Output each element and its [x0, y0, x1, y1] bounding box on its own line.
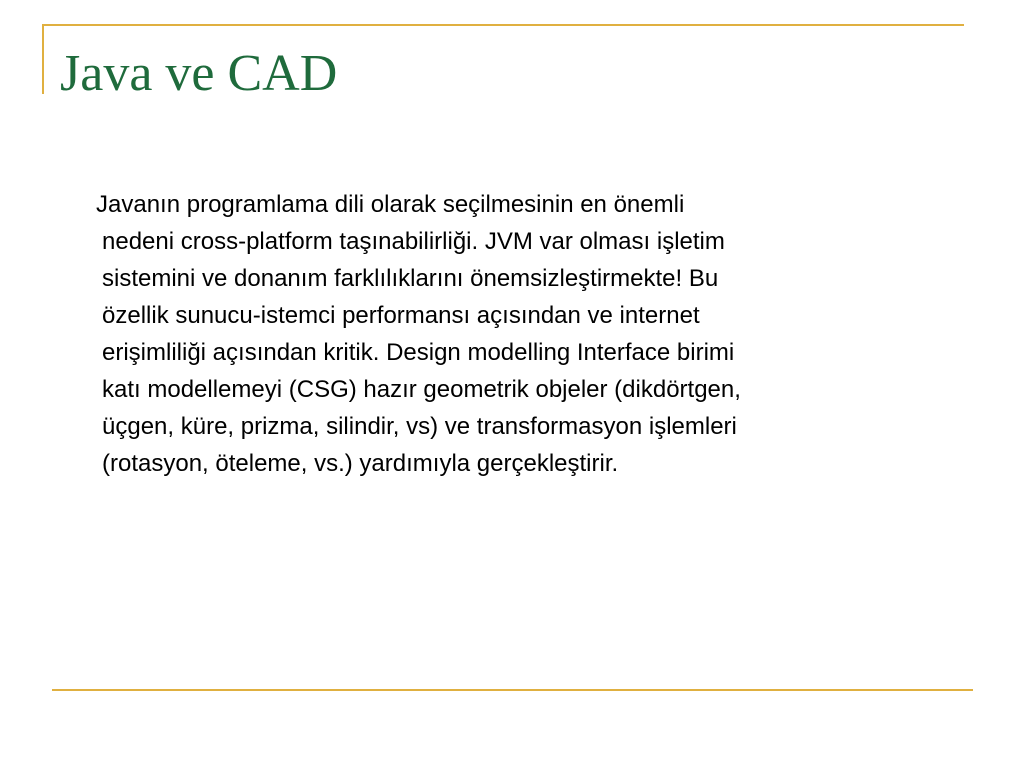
body-line: özellik sunucu-istemci performansı açısından ve internet — [102, 302, 700, 329]
bottom-divider-line — [52, 689, 973, 691]
slide-body-paragraph — [96, 186, 956, 482]
body-line: erişimliliği açısından kritik. Design modelling Interface birimi — [102, 339, 735, 366]
body-line: üçgen, küre, prizma, silindir, vs) ve transformasyon işlemleri — [102, 413, 737, 440]
slide-title: Java ve CAD — [60, 45, 338, 102]
body-line: sistemini ve donanım farklılıklarını önemsizleştirmekte! Bu — [102, 265, 719, 292]
left-accent-line — [42, 24, 44, 94]
top-divider-line — [42, 24, 964, 26]
body-line: nedeni cross-platform taşınabilirliği. JVM var olması işletim — [102, 228, 725, 255]
body-line: (rotasyon, öteleme, vs.) yardımıyla gerçekleştirir. — [102, 450, 619, 477]
body-line: katı modellemeyi (CSG) hazır geometrik objeler (dikdörtgen, — [102, 376, 741, 403]
body-line: Javanın programlama dili olarak seçilmesinin en önemli — [96, 191, 685, 218]
